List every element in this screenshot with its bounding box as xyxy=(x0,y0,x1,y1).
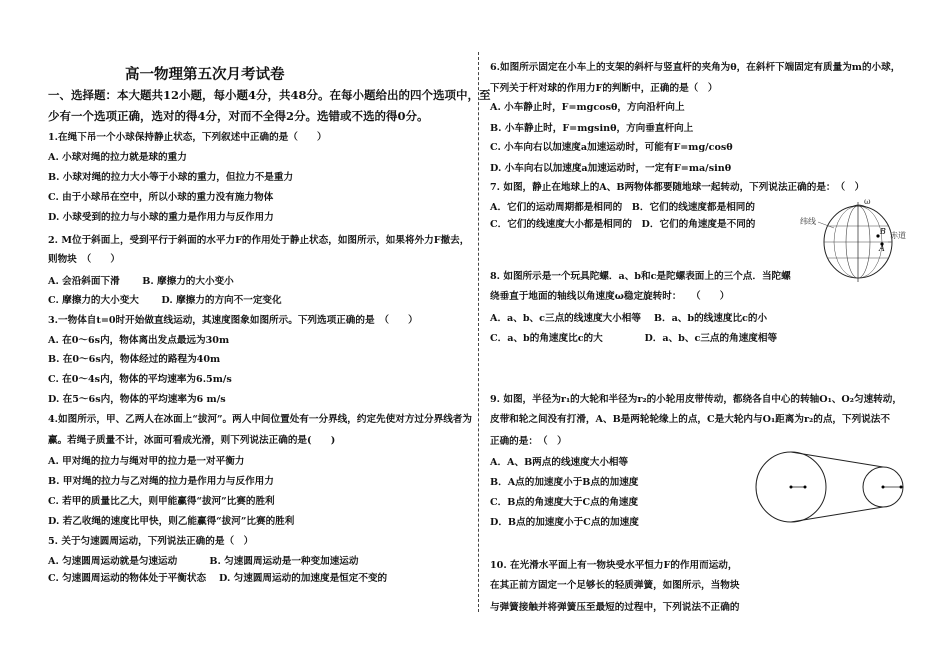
right-line-11: 绕垂直于地面的轴线以角速度ω稳定旋转时： （ ） xyxy=(490,291,730,302)
left-line-13: A. 在0～6s内，物体离出发点最远为30m xyxy=(48,335,230,346)
right-line-5: C. 小车向右以加速度a加速运动时，可能有F=mg/cosθ xyxy=(490,142,733,153)
right-line-20: D．B点的加速度小于C点的加速度 xyxy=(490,517,639,528)
left-line-14: B. 在0～6s内，物体经过的路程为40m xyxy=(48,354,221,365)
left-line-15: C. 在0～4s内，物体的平均速率为6.5m/s xyxy=(48,374,232,385)
point-a-label: A xyxy=(879,244,885,253)
left-line-21: C. 若甲的质量比乙大，则甲能赢得“拔河”比赛的胜利 xyxy=(48,496,275,507)
left-line-9: 则物块 （ ） xyxy=(48,254,120,265)
globe-figure xyxy=(800,198,912,282)
left-line-4: A. 小球对绳的拉力就是球的重力 xyxy=(48,152,187,163)
left-line-2: 少有一个选项正确，选对的得4分，对而不全得2分。选错或不选的得0分。 xyxy=(48,109,429,123)
right-line-4: B. 小车静止时，F=mgsinθ，方向垂直杆向上 xyxy=(490,123,694,134)
right-line-15: 皮带和轮之间没有打滑，A、B是两轮轮缘上的点，C是大轮内与O₁距离为r₂的点，下列说法不 xyxy=(490,414,890,425)
left-line-25: C. 匀速圆周运动的物体处于平衡状态 D. 匀速圆周运动的加速度是恒定不变的 xyxy=(48,573,388,584)
left-line-8: 2. M位于斜面上，受到平行于斜面的水平力F的作用处于静止状态，如图所示，如果将外力F撤去， xyxy=(48,235,470,246)
right-line-14: 9. 如图，半径为r₁的大轮和半径为r₂的小轮用皮带传动，都绕各自中心的转轴O₁、O₂匀速转动， xyxy=(490,394,902,405)
left-line-11: C. 摩擦力的大小变大 D. 摩擦力的方向不一定变化 xyxy=(48,295,282,306)
belt-bottom xyxy=(791,507,883,522)
left-line-19: A. 甲对绳的拉力与绳对甲的拉力是一对平衡力 xyxy=(48,456,245,467)
left-line-5: B. 小球对绳的拉力大小等于小球的重力，但拉力不是重力 xyxy=(48,172,294,183)
globe-equator-label: 赤道 xyxy=(890,231,906,240)
left-line-23: 5. 关于匀速圆周运动，下列说法正确的是（ ） xyxy=(48,536,254,547)
left-line-12: 3.一物体自t=0时开始做直线运动，其速度图象如图所示。下列选项正确的是 （ ） xyxy=(48,315,418,326)
left-line-3: 1.在绳下吊一个小球保持静止状态，下列叙述中正确的是（ ） xyxy=(48,132,327,143)
right-line-10: 8. 如图所示是一个玩具陀螺．a、b和c是陀螺表面上的三个点．当陀螺 xyxy=(490,271,791,282)
belt-top xyxy=(791,452,883,467)
page-title: 高一物理第五次月考试卷 xyxy=(125,66,285,83)
left-line-20: B. 甲对绳的拉力与乙对绳的拉力是作用力与反作用力 xyxy=(48,476,274,487)
right-line-12: A．a、b、c三点的线速度大小相等 B．a、b的线速度比c的小 xyxy=(490,313,768,324)
right-line-3: A. 小车静止时，F=mgcosθ，方向沿杆向上 xyxy=(490,102,685,113)
globe-omega-label: ω xyxy=(864,198,871,206)
right-line-8: A．它们的运动周期都是相同的 B．它们的线速度都是相同的 xyxy=(490,202,755,213)
right-line-23: 与弹簧接触并将弹簧压至最短的过程中，下列说法不正确的 xyxy=(490,602,740,613)
point-b-label: B xyxy=(880,227,886,236)
right-line-7: 7. 如图，静止在地球上的A、B两物体都要随地球一起转动，下列说法正确的是： （ ） xyxy=(490,182,865,193)
right-line-16: 正确的是： （ ） xyxy=(490,436,567,447)
right-line-21: 10. 在光滑水平面上有一物块受水平恒力F的作用而运动， xyxy=(490,560,738,571)
right-line-2: 下列关于杆对球的作用力F的判断中，正确的是（ ） xyxy=(490,83,718,94)
globe-latitude-label: 纬线 xyxy=(800,217,816,226)
left-line-24: A. 匀速圆周运动就是匀速运动 B. 匀速圆周运动是一种变加速运动 xyxy=(48,556,359,567)
column-divider xyxy=(478,52,479,612)
right-line-19: C．B点的角速度大于C点的角速度 xyxy=(490,497,639,508)
right-line-13: C．a、b的角速度比c的大 D．a、b、c三点的角速度相等 xyxy=(490,333,778,344)
right-line-1: 6.如图所示固定在小车上的支架的斜杆与竖直杆的夹角为θ，在斜杆下端固定有质量为m的小球， xyxy=(490,62,901,73)
right-line-18: B．A点的加速度小于B点的加速度 xyxy=(490,477,639,488)
right-line-9: C．它们的线速度大小都是相同的 D．它们的角速度是不同的 xyxy=(490,219,756,230)
right-line-6: D. 小车向右以加速度a加速运动时，一定有F=ma/sinθ xyxy=(490,163,732,174)
right-line-22: 在其正前方固定一个足够长的轻质弹簧，如图所示，当物块 xyxy=(490,580,740,591)
left-line-7: D. 小球受到的拉力与小球的重力是作用力与反作用力 xyxy=(48,212,274,223)
left-line-18: 赢。若绳子质量不计，冰面可看成光滑，则下列说法正确的是( ) xyxy=(48,435,336,446)
left-line-1: 一、选择题：本大题共12小题，每小题4分，共48分。在每小题给出的四个选项中，至 xyxy=(48,88,491,102)
left-line-22: D. 若乙收绳的速度比甲快，则乙能赢得“拔河”比赛的胜利 xyxy=(48,516,295,527)
left-line-6: C. 由于小球吊在空中，所以小球的重力没有施力物体 xyxy=(48,192,274,203)
left-line-10: A. 会沿斜面下滑 B. 摩擦力的大小变小 xyxy=(48,276,234,287)
left-line-16: D. 在5～6s内，物体的平均速率为6 m/s xyxy=(48,394,226,405)
left-line-17: 4.如图所示，甲、乙两人在冰面上“拔河”。两人中间位置处有一分界线，约定先使对方过分界线者为 xyxy=(48,414,472,425)
pulley-figure xyxy=(755,447,915,533)
right-line-17: A．A、B两点的线速度大小相等 xyxy=(490,457,629,468)
